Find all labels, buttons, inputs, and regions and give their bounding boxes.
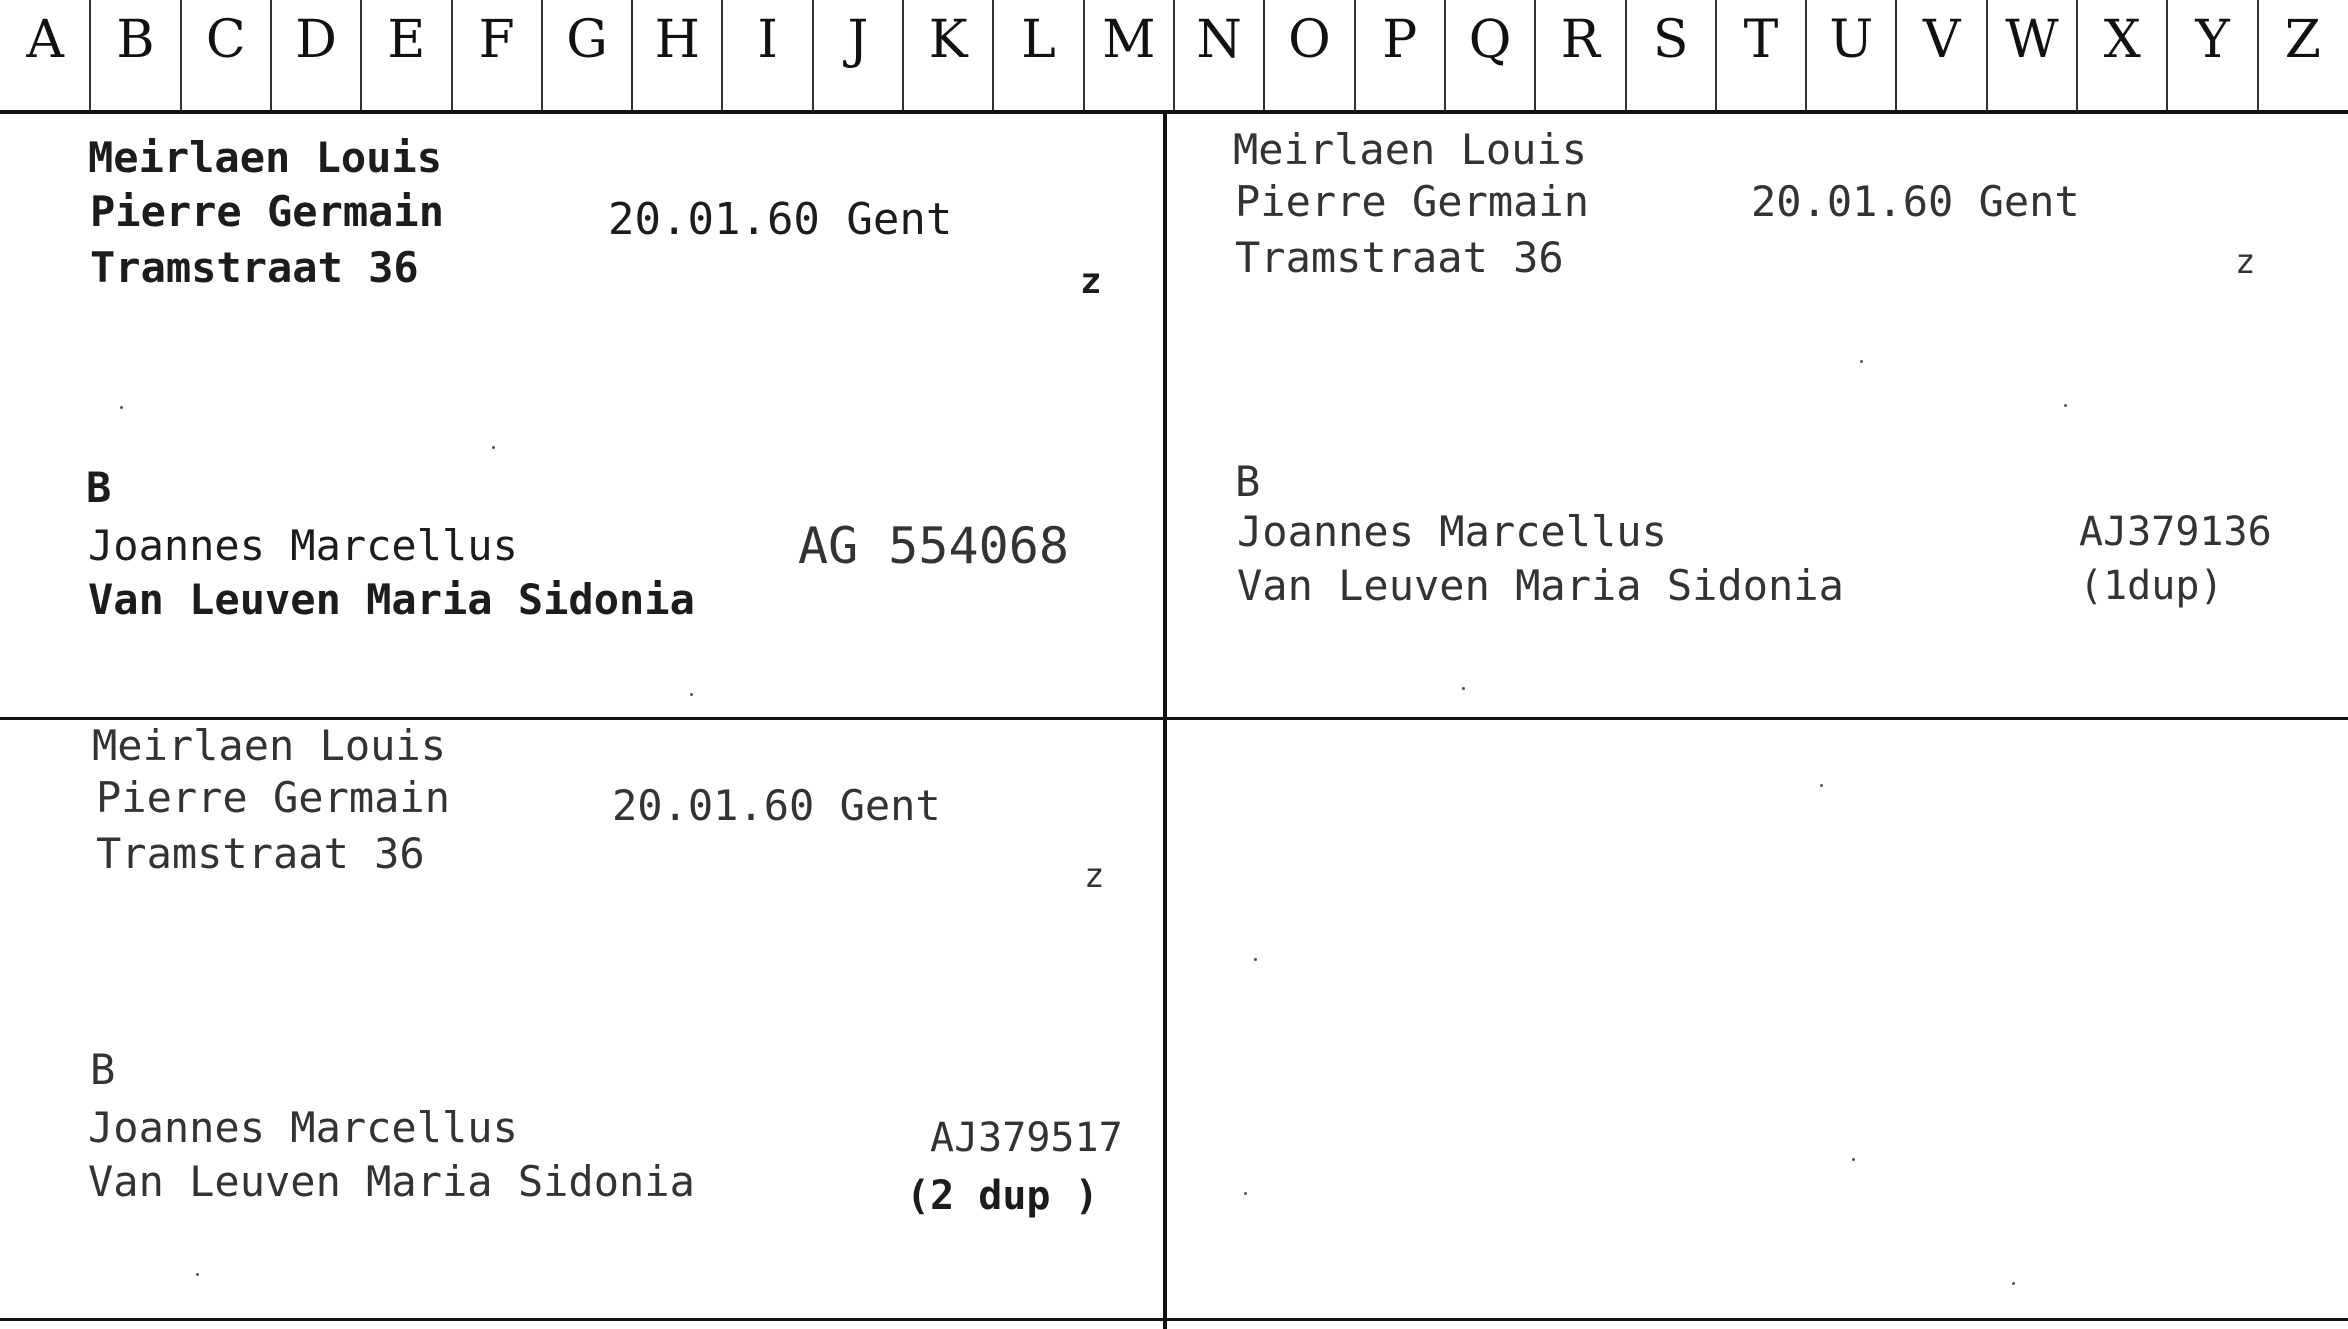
scan-speck [1852, 1158, 1855, 1161]
alphabet-letter-z: Z [2284, 10, 2321, 70]
alphabet-letter-y: Y [2195, 10, 2230, 70]
card-duplicate-note: (1dup) [2079, 563, 2224, 609]
card-birth: 20.01.60 Gent [1751, 177, 2080, 226]
alphabet-letter-d: D [295, 10, 337, 70]
alphabet-tick [1083, 0, 1085, 110]
alphabet-tick [1625, 0, 1627, 110]
alphabet-tick [1444, 0, 1446, 110]
card-number: AJ379517 [930, 1115, 1123, 1161]
card-address: Tramstraat 36 [90, 243, 419, 292]
scan-speck [2012, 1282, 2015, 1285]
alphabet-tick [902, 0, 904, 110]
record-card-2 [1167, 114, 2348, 717]
alphabet-tick [270, 0, 272, 110]
card-letter: B [86, 463, 112, 512]
scan-speck [120, 406, 123, 409]
alphabet-letter-f: F [478, 10, 515, 70]
record-card-empty [1167, 720, 2348, 1318]
alphabet-index-row [0, 0, 2348, 114]
scan-speck [1462, 687, 1465, 690]
alphabet-letter-v: V [1922, 10, 1961, 70]
card-birth: 20.01.60 Gent [608, 194, 953, 245]
alphabet-letter-e: E [387, 10, 426, 70]
scan-speck [196, 1273, 199, 1276]
alphabet-letter-w: W [2005, 10, 2059, 70]
alphabet-tick [1173, 0, 1175, 110]
card-father: Joannes Marcellus [1237, 507, 1667, 556]
scan-speck [1254, 958, 1257, 961]
card-letter: B [1235, 457, 1261, 506]
card-father: Joannes Marcellus [88, 521, 518, 570]
alphabet-letter-n: N [1196, 10, 1242, 70]
card-mark: z [1084, 856, 1105, 896]
alphabet-letter-i: I [757, 10, 778, 70]
alphabet-tick [1263, 0, 1265, 110]
card-name: Meirlaen Louis [1233, 125, 1588, 174]
card-given-names: Pierre Germain [96, 773, 451, 822]
card-birth: 20.01.60 Gent [612, 781, 941, 830]
alphabet-tick [2257, 0, 2259, 110]
card-name: Meirlaen Louis [92, 721, 447, 770]
card-mark: z [1080, 261, 1102, 302]
alphabet-tick [1715, 0, 1717, 110]
alphabet-letter-r: R [1560, 10, 1600, 70]
alphabet-letter-a: A [26, 10, 64, 70]
alphabet-letter-c: C [205, 10, 246, 70]
record-card-1 [0, 114, 1163, 717]
scan-speck [690, 693, 693, 696]
card-number: AG 554068 [798, 517, 1069, 575]
alphabet-tick [631, 0, 633, 110]
alphabet-letter-o: O [1288, 10, 1331, 70]
alphabet-tick [89, 0, 91, 110]
alphabet-tick [1534, 0, 1536, 110]
alphabet-tick [1354, 0, 1356, 110]
alphabet-letter-q: Q [1468, 10, 1512, 70]
alphabet-tick [1986, 0, 1988, 110]
card-duplicate-note: (2 dup ) [906, 1173, 1099, 1219]
alphabet-tick [180, 0, 182, 110]
alphabet-letter-p: P [1382, 10, 1418, 70]
alphabet-letter-g: G [566, 10, 608, 70]
alphabet-tick [2166, 0, 2168, 110]
card-mother: Van Leuven Maria Sidonia [88, 1157, 695, 1206]
bottom-divider-right [1167, 1318, 2348, 1321]
scan-speck [492, 446, 495, 449]
alphabet-tick [1895, 0, 1897, 110]
card-mother: Van Leuven Maria Sidonia [88, 575, 695, 624]
alphabet-letter-j: J [847, 10, 869, 70]
scan-speck [2064, 404, 2067, 407]
alphabet-letter-t: T [1743, 10, 1779, 70]
alphabet-letter-k: K [928, 10, 968, 70]
card-number: AJ379136 [2079, 509, 2272, 555]
alphabet-letter-h: H [654, 10, 700, 70]
card-mother: Van Leuven Maria Sidonia [1237, 561, 1844, 610]
card-father: Joannes Marcellus [88, 1103, 518, 1152]
scan-speck [1860, 360, 1863, 363]
alphabet-tick [812, 0, 814, 110]
scan-speck [1244, 1192, 1247, 1195]
alphabet-tick [992, 0, 994, 110]
scan-speck [1820, 784, 1823, 787]
alphabet-letter-x: X [2103, 10, 2141, 70]
alphabet-letter-l: L [1021, 10, 1056, 70]
card-address: Tramstraat 36 [1235, 233, 1564, 282]
alphabet-letter-b: B [116, 10, 155, 70]
card-given-names: Pierre Germain [90, 187, 445, 236]
alphabet-letter-m: M [1102, 10, 1156, 70]
alphabet-letter-s: S [1652, 10, 1689, 70]
card-mark: z [2235, 242, 2256, 282]
card-given-names: Pierre Germain [1235, 177, 1590, 226]
card-address: Tramstraat 36 [96, 829, 425, 878]
alphabet-letter-u: U [1829, 10, 1874, 70]
alphabet-tick [541, 0, 543, 110]
alphabet-tick [451, 0, 453, 110]
alphabet-tick [2076, 0, 2078, 110]
bottom-divider-left [0, 1318, 1163, 1321]
alphabet-tick [360, 0, 362, 110]
record-card-3 [0, 720, 1163, 1318]
alphabet-tick [1805, 0, 1807, 110]
card-letter: B [90, 1045, 116, 1094]
alphabet-tick [721, 0, 723, 110]
card-name: Meirlaen Louis [88, 133, 443, 182]
